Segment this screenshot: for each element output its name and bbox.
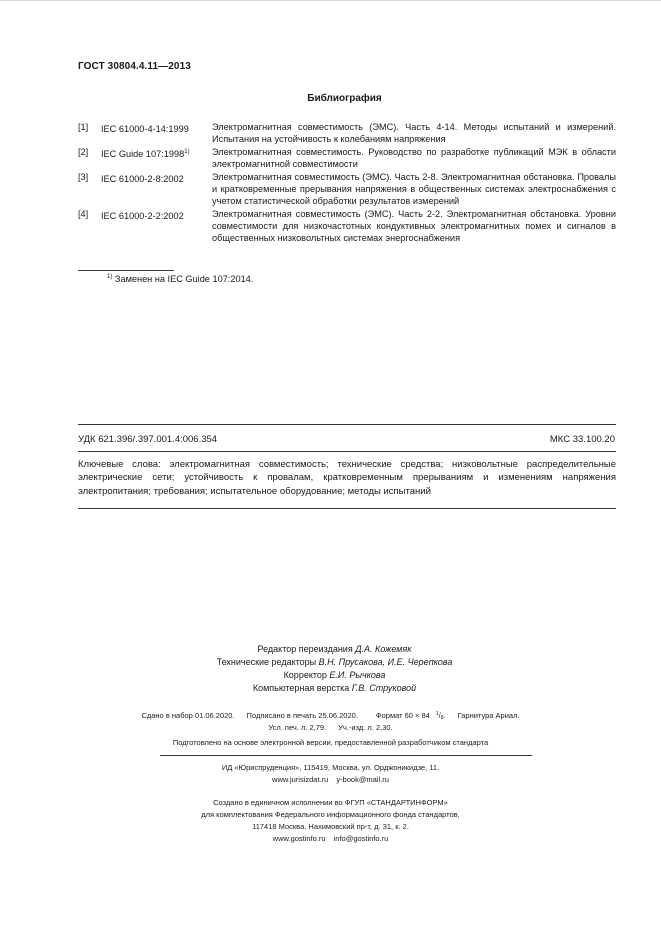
bibliography-title: Библиография — [307, 93, 382, 104]
gostinfo-site-link[interactable]: www.gostinfo.ru — [272, 834, 326, 843]
item-description: Электромагнитная совместимость. Руководство по разработке публикаций МЭК в области электромагнитной совместимости — [212, 146, 616, 170]
print-info-line1: Сдано в набор 01.06.2020. Подписано в печать 25.06.2020. Формат 60 × 84 $^1/_8$. Гарнитура Ариал. — [141, 711, 520, 721]
item-number: [3] — [78, 171, 89, 182]
bibliography-item — [78, 121, 616, 145]
prepared-note: Подготовлено на основе электронной версии, предоставленной разработчиком стандарта — [172, 738, 489, 747]
divider — [78, 451, 616, 452]
tech-editors-line: Технические редакторы В.Н. Прусакова, И.Е. Черепкова — [216, 657, 453, 667]
standartinform-contacts — [0, 833, 661, 845]
editor-line: Редактор переиздания Д.А. Кожемяк — [257, 644, 412, 654]
footnote: $^{1)}$ Заменен на IEC Guide 107:2014. — [107, 274, 254, 284]
divider — [78, 508, 616, 509]
publisher-email-link[interactable]: y-book@mail.ru — [336, 775, 389, 784]
item-description: Электромагнитная совместимость (ЭМС). Часть 2-2. Электромагнитная обстановка. Уровни совместимости для низкочастотных кондуктивных электромагнитных помех и сигналов в общественных низковольтных системах энергоснабжения — [212, 208, 616, 244]
publisher-address: ИД «Юриспруденция», 115419, Москва, ул. Орджоникидзе, 11. — [221, 763, 440, 772]
layout-line: Компьютерная верстка Г.В. Струковой — [252, 683, 417, 693]
keywords: Ключевые слова: электромагнитная совместимость; технические средства; низковольтные распределительные электрические сети; устойчивость к провалам, кратковременным прерываниям и изменениям напряжения электропитания; требования; испытательное оборудование; методы испытаний — [78, 459, 616, 497]
bibliography-item — [78, 146, 616, 170]
gostinfo-email-link[interactable]: info@gostinfo.ru — [333, 834, 389, 843]
print-info-line2: Усл. печ. л. 2,79. Уч.-изд. л. 2,30. — [268, 723, 393, 732]
item-standard: IEC 61000-4-14:1999 — [101, 124, 189, 134]
publisher-contacts — [0, 774, 661, 786]
item-number: [2] — [78, 146, 89, 157]
item-standard: IEC Guide 107:1998$^{1)}$ — [101, 148, 190, 159]
item-description: Электромагнитная совместимость (ЭМС). Часть 4-14. Методы испытаний и измерений. Испытания на устойчивость к колебаниям напряжения — [212, 122, 616, 145]
credits-block — [0, 643, 661, 695]
footnote-divider — [78, 270, 174, 271]
standartinform-address: 117418 Москва, Нахимовский пр-т, д. 31, к. 2. — [252, 822, 409, 831]
created-note-2: для комплектования Федерального информационного фонда стандартов, — [201, 810, 460, 819]
created-note: Создано в единичном исполнении во ФГУП «СТАНДАРТИНФОРМ» — [213, 798, 448, 807]
standard-code-header: ГОСТ 30804.4.11—2013 — [78, 61, 191, 72]
top-divider — [78, 424, 616, 425]
mks-code: МКС 33.100.20 — [549, 434, 615, 445]
publisher-site-link[interactable]: www.jurisizdat.ru — [272, 775, 329, 784]
item-standard: IEC 61000-2-8:2002 — [101, 173, 184, 184]
item-description: Электромагнитная совместимость (ЭМС). Часть 2-8. Электромагнитная обстановка. Провалы и кратковременные прерывания напряжения в общественных системах электроснабжения с учетом статистической обработки результатов измерений — [212, 171, 616, 207]
udc-code: УДК 621.396/.397.001.4:006.354 — [78, 434, 218, 445]
bibliography-item — [78, 208, 616, 245]
corrector-line: Корректор Е.И. Рычкова — [283, 670, 386, 680]
item-standard: IEC 61000-2-2:2002 — [101, 210, 184, 221]
bibliography-item — [78, 171, 616, 208]
bibliography-list — [78, 121, 616, 245]
footnote-reference: 1) — [184, 148, 190, 155]
item-number: [4] — [78, 208, 89, 219]
item-number: [1] — [78, 122, 89, 132]
divider — [160, 755, 532, 756]
